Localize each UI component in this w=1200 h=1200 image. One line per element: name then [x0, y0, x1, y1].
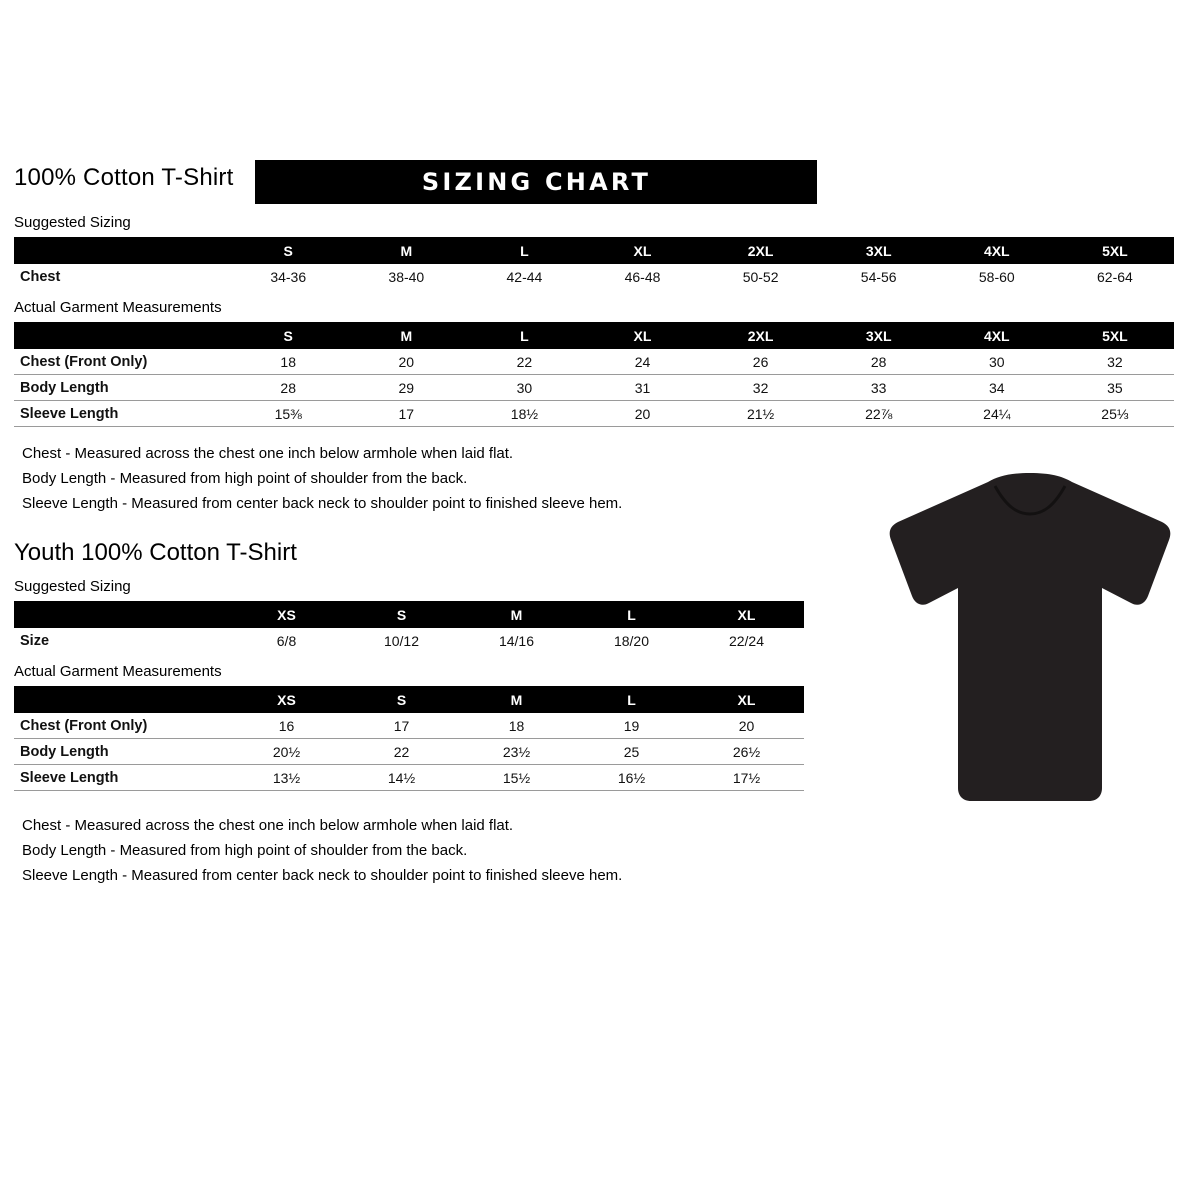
cell: 21½	[746, 405, 775, 422]
column-header: S	[229, 237, 347, 264]
cell: 35	[1107, 379, 1123, 396]
column-header: 4XL	[938, 237, 1056, 264]
cell: 29	[398, 379, 415, 396]
column-header: 2XL	[702, 322, 820, 349]
column-header: M	[459, 601, 574, 628]
cell: 34-36	[270, 268, 307, 285]
youth-measurement-notes	[22, 813, 1174, 888]
table-row	[14, 264, 1174, 289]
cell: 17	[393, 717, 410, 734]
adult-header-row	[14, 160, 1174, 204]
cell: 31	[634, 379, 651, 396]
cell: 22	[393, 743, 410, 760]
cell: 16	[278, 717, 295, 734]
table-row	[14, 628, 804, 653]
column-header	[14, 322, 229, 349]
cell: 62-64	[1097, 268, 1133, 285]
row-label: Chest (Front Only)	[20, 353, 148, 370]
cell: 19	[623, 717, 640, 734]
table-row	[14, 765, 804, 791]
youth-suggested-label: Suggested Sizing	[14, 578, 131, 595]
table-header-row	[14, 686, 804, 713]
cell: 18	[508, 717, 525, 734]
cell: 25	[623, 743, 640, 760]
cell: 13½	[272, 769, 301, 786]
youth-actual-table	[14, 686, 804, 791]
column-header: XS	[229, 601, 344, 628]
cell: 58-60	[978, 268, 1015, 285]
banner-label: SIZING CHART	[421, 168, 652, 196]
column-header: S	[344, 601, 459, 628]
note-body-length: Body Length - Measured from high point of shoulder from the back.	[22, 842, 468, 859]
column-header: L	[574, 601, 689, 628]
cell: 20	[634, 405, 651, 422]
table-row	[14, 375, 1174, 401]
page-title: 100% Cotton T-Shirt	[14, 164, 234, 191]
t-shirt-illustration	[880, 470, 1180, 820]
youth-suggested-table	[14, 601, 804, 653]
column-header: 2XL	[702, 237, 820, 264]
table-header-row	[14, 237, 1174, 264]
cell: 30	[516, 379, 533, 396]
cell: 54-56	[860, 268, 897, 285]
table-header-row	[14, 601, 804, 628]
cell: 38-40	[388, 268, 425, 285]
cell: 28	[280, 379, 296, 396]
column-header: 5XL	[1056, 322, 1174, 349]
cell: 50-52	[742, 268, 779, 285]
note-sleeve-length: Sleeve Length - Measured from center back neck to shoulder point to finished sleeve hem.	[22, 495, 623, 512]
column-header: XL	[689, 601, 804, 628]
cell: 16½	[617, 769, 646, 786]
cell: 25⅓	[1101, 405, 1129, 422]
t-shirt-icon	[880, 470, 1180, 820]
adult-actual-label: Actual Garment Measurements	[14, 299, 222, 316]
cell: 22/24	[728, 632, 765, 649]
cell: 18/20	[613, 632, 650, 649]
row-label: Body Length	[20, 379, 109, 396]
column-header: M	[347, 237, 465, 264]
cell: 24¼	[983, 405, 1011, 422]
column-header	[14, 237, 229, 264]
column-header: L	[465, 322, 583, 349]
row-label: Chest	[20, 268, 61, 285]
cell: 24	[634, 353, 651, 370]
column-header: 3XL	[820, 322, 938, 349]
column-header	[14, 686, 229, 713]
cell: 20	[738, 717, 755, 734]
row-label: Chest (Front Only)	[20, 717, 148, 734]
cell: 14½	[387, 769, 416, 786]
sizing-chart-banner	[255, 160, 817, 204]
column-header: 5XL	[1056, 237, 1174, 264]
cell: 17½	[732, 769, 761, 786]
cell: 15⅜	[274, 405, 302, 422]
note-body-length: Body Length - Measured from high point of shoulder from the back.	[22, 470, 468, 487]
row-label: Body Length	[20, 743, 109, 760]
column-header: XS	[229, 686, 344, 713]
column-header: XL	[583, 237, 701, 264]
cell: 18½	[510, 405, 539, 422]
table-row	[14, 739, 804, 765]
column-header: S	[344, 686, 459, 713]
column-header: S	[229, 322, 347, 349]
column-header: XL	[689, 686, 804, 713]
table-row	[14, 713, 804, 739]
cell: 32	[1107, 353, 1123, 370]
adult-suggested-table	[14, 237, 1174, 289]
column-header: M	[459, 686, 574, 713]
cell: 26	[752, 353, 769, 370]
column-header: 3XL	[820, 237, 938, 264]
column-header: M	[347, 322, 465, 349]
cell: 26½	[732, 743, 761, 760]
column-header: L	[574, 686, 689, 713]
column-header	[14, 601, 229, 628]
cell: 30	[988, 353, 1005, 370]
column-header: 4XL	[938, 322, 1056, 349]
column-header: XL	[583, 322, 701, 349]
cell: 33	[870, 379, 887, 396]
cell: 22⅞	[865, 405, 893, 422]
cell: 34	[988, 379, 1005, 396]
adult-actual-table	[14, 322, 1174, 427]
cell: 46-48	[624, 268, 661, 285]
cell: 32	[752, 379, 769, 396]
youth-section-title: Youth 100% Cotton T-Shirt	[14, 539, 297, 566]
cell: 20½	[272, 743, 301, 760]
adult-suggested-label: Suggested Sizing	[14, 214, 131, 231]
row-label: Sleeve Length	[20, 769, 119, 786]
cell: 22	[516, 353, 533, 370]
cell: 17	[398, 405, 415, 422]
table-row	[14, 401, 1174, 427]
cell: 15½	[502, 769, 531, 786]
cell: 14/16	[498, 632, 535, 649]
note-chest: Chest - Measured across the chest one inch below armhole when laid flat.	[22, 817, 514, 834]
cell: 20	[398, 353, 415, 370]
youth-actual-label: Actual Garment Measurements	[14, 663, 222, 680]
column-header: L	[465, 237, 583, 264]
cell: 10/12	[383, 632, 420, 649]
cell: 42-44	[506, 268, 543, 285]
cell: 18	[280, 353, 296, 370]
table-header-row	[14, 322, 1174, 349]
row-label: Sleeve Length	[20, 405, 119, 422]
cell: 6/8	[276, 632, 297, 649]
row-label: Size	[20, 632, 50, 649]
note-chest: Chest - Measured across the chest one inch below armhole when laid flat.	[22, 445, 514, 462]
cell: 23½	[502, 743, 531, 760]
cell: 28	[870, 353, 887, 370]
table-row	[14, 349, 1174, 375]
note-sleeve-length: Sleeve Length - Measured from center back neck to shoulder point to finished sleeve hem.	[22, 867, 623, 884]
